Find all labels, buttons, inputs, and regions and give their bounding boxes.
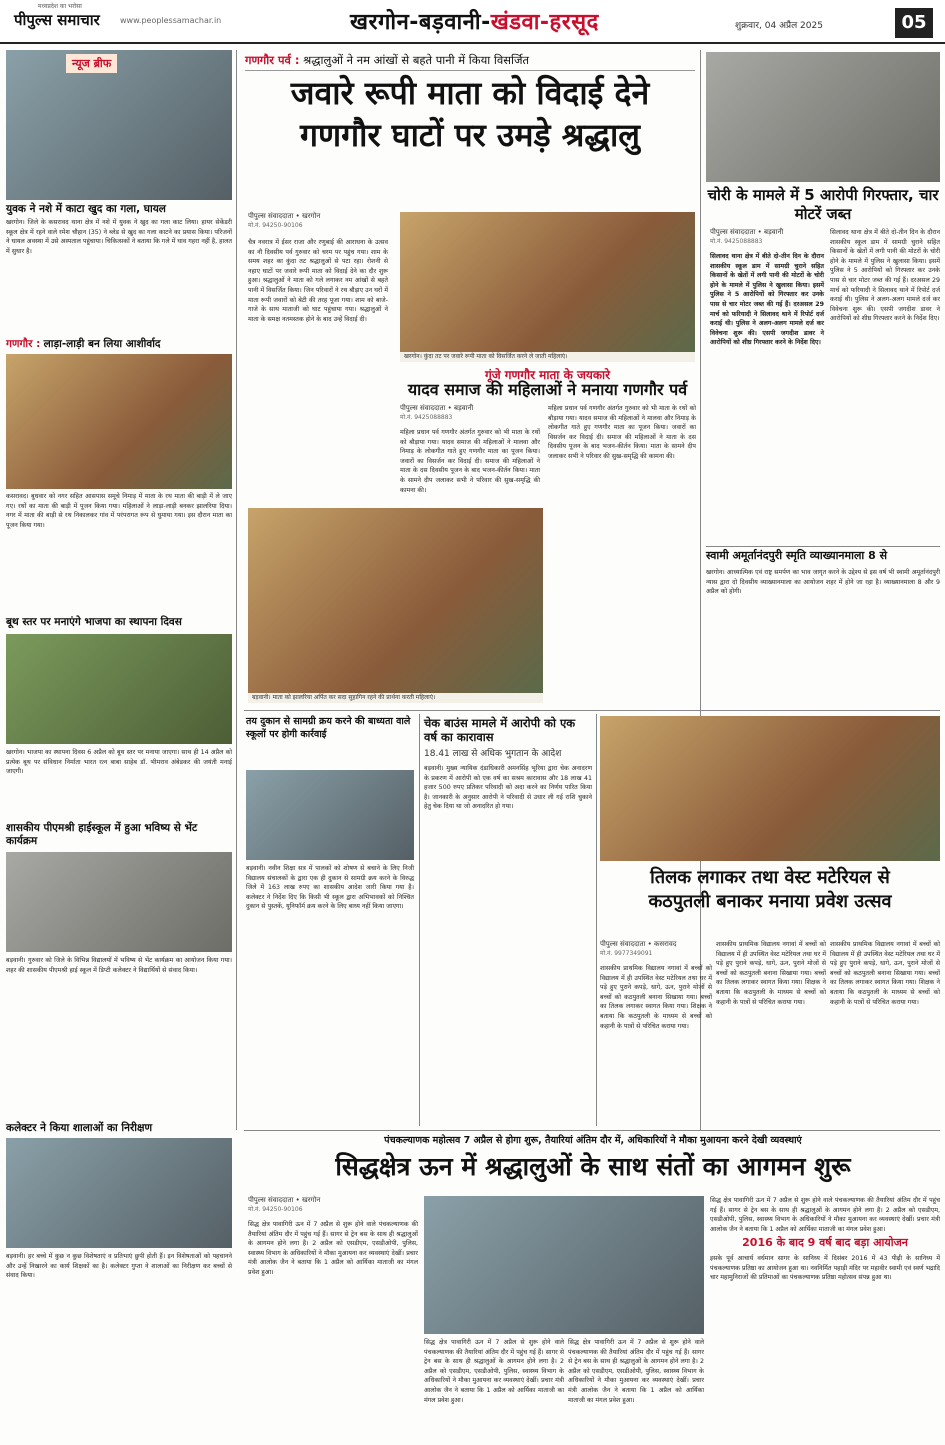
brief-headline-2[interactable] <box>6 338 232 351</box>
lead-byline-text: पीपुल्स संवाददाता • खरगोन <box>248 212 321 220</box>
lead-kicker: गणगौर पर्व : <box>245 53 300 67</box>
bottom-side-body: इसके पूर्व आचार्य वर्धमान सागर के सानिध्य में दिसंबर 2016 में 43 पीढ़ी के सानिध्य में पंचकल्याणक प्रतिष्ठा का आयोजन हुआ था। नवनिर्मित पहाड़ी मंदिर पर महावीर स्वामी एवं स्वर्ण भद्रादि चार महामुनिराजों की प्रतिमाओं का पंचकल्याणक प्रतिष्ठा महोत्सव संपन्न हुआ था। <box>710 1255 940 1282</box>
lecture-body: खरगोन। आध्यात्मिक एवं राष्ट्र समर्पण का भाव जागृत करने के उद्देश्य से इस वर्ष भी स्वामी अमूर्तानंदपुरी न्यास द्वारा दो दिवसीय व्याख्यानमाला का आयोजन शहर में होने जा रहा है। व्याख्यानमाला 8 और 9 अप्रैल को होगी। <box>706 569 940 596</box>
section-title <box>350 6 599 36</box>
tilak-byline-text: पीपुल्स संवाददाता • कसरावद <box>600 940 677 948</box>
bottom-body-col1: सिद्ध क्षेत्र पावागिरी ऊन में 7 अप्रैल से शुरू होने वाले पंचकल्याणक की तैयारियां अंतिम दौर में पहुंच गई हैं। सागर से ट्रेन बस के साथ ही श्रद्धालुओं के आगमन होने लगा है। 2 अप्रैल को एसडीएम, एसडीओपी, पुलिस, स्वास्थ्य विभाग के अधिकारियों ने मौका मुआयना कर व्यवस्थाएं देखीं। प्रचार मंत्री आलोक जैन ने बताया कि 1 अप्रैल को आर्यिका माताजी का मंगल प्रवेश हुआ। <box>248 1221 418 1276</box>
brief-headline-1[interactable]: युवक ने नशे में काटा खुद का गला, घायल <box>6 203 166 215</box>
theft-headline[interactable]: चोरी के मामले में 5 आरोपी गिरफ्तार, चार मोटरें जब्त <box>707 186 939 223</box>
tilak-body-col1: शासकीय प्राथमिक विद्यालय नगावां में बच्चों को विद्यालय में ही उपस्थित वेस्ट मटेरियल तथा घर में पड़े हुए पुराने कपड़े, धागे, ऊन, पुराने मोजों से बच्चों को कठपुतली बनाना सिखाया गया। बच्चों का तिलक लगाकर स्वागत किया गया। शिक्षक ने बताया कि कठपुतली के माध्यम से बच्चों को कहानी के पात्रों से परिचित कराया गया। <box>600 965 712 1030</box>
bottom-byline-text: पीपुल्स संवाददाता • खरगोन <box>248 1196 321 1204</box>
brief-headline-4[interactable]: शासकीय पीएमश्री हाईस्कूल में हुआ भविष्य से भेंट कार्यक्रम <box>6 822 198 847</box>
bottom-body-col4: सिद्ध क्षेत्र पावागिरी ऊन में 7 अप्रैल से शुरू होने वाले पंचकल्याणक की तैयारियां अंतिम दौर में पहुंच गई हैं। सागर से ट्रेन बस के साथ ही श्रद्धालुओं के आगमन होने लगा है। 2 अप्रैल को एसडीएम, एसडीओपी, पुलिस, स्वास्थ्य विभाग के अधिकारियों ने मौका मुआयना कर व्यवस्थाएं देखीं। प्रचार मंत्री आलोक जैन ने बताया कि 1 अप्रैल को आर्यिका माताजी का मंगल प्रवेश हुआ। <box>568 1339 704 1404</box>
cheque-body: बड़वानी। मुख्य न्यायिक दंडाधिकारी अमनसिंह भूरिया द्वारा चेक अनादरण के प्रकरण में आरोपी को एक वर्ष का सश्रम कारावास और 18 लाख 41 हजार 500 रुपए प्रतिकर परिवादी को अदा करने का निर्णय पारित किया है। जानकारी के अनुसार आरोपी ने परिवादी से उधार ली गई राशि चुकाने हेतु चेक दिया था जो अनादरित हो गया। <box>424 765 592 811</box>
bottom-body-col3: सिद्ध क्षेत्र पावागिरी ऊन में 7 अप्रैल से शुरू होने वाले पंचकल्याणक की तैयारियां अंतिम दौर में पहुंच गई हैं। सागर से ट्रेन बस के साथ ही श्रद्धालुओं के आगमन होने लगा है। 2 अप्रैल को एसडीएम, एसडीओपी, पुलिस, स्वास्थ्य विभाग के अधिकारियों ने मौका मुआयना कर व्यवस्थाएं देखीं। प्रचार मंत्री आलोक जैन ने बताया कि 1 अप्रैल को आर्यिका माताजी का मंगल प्रवेश हुआ। <box>424 1339 564 1404</box>
gangaur-couple-photo <box>6 354 232 489</box>
logo-tagline: मध्यप्रदेश का भरोसा <box>38 3 82 10</box>
gangaur-procession-photo <box>400 212 695 352</box>
theft-body-col2: सिलावद थाना क्षेत्र में बीते दो-तीन दिन के दौरान शासकीय स्कूल डाम में सामग्री चुराने सहित किसानों के खेतों में लगी पानी की मोटरों के चोरी होने के मामले में पुलिस ने खुलासा किया। इसमें पुलिस ने 5 आरोपियों को गिरफ्तार कर उनके पास से चार मोटर जब्त की गई हैं। दरअसल 29 मार्च को फरियादी ने सिलावद थाने में रिपोर्ट दर्ज कराई थी। पुलिस ने अलग-अलग मामले दर्ज कर विवेचना शुरू की। एसपी जगदीश डावर ने आरोपियों को शीघ्र गिरफ्तार करने के निर्देश दिए। <box>830 229 940 323</box>
tilak-body-col2: शासकीय प्राथमिक विद्यालय नगावां में बच्चों को विद्यालय में ही उपस्थित वेस्ट मटेरियल तथा घर में पड़े हुए पुराने कपड़े, धागे, ऊन, पुराने मोजों से बच्चों को कठपुतली बनाना सिखाया गया। बच्चों का तिलक लगाकर स्वागत किया गया। शिक्षक ने बताया कि कठपुतली के माध्यम से बच्चों को कहानी के पात्रों से परिचित कराया गया। <box>716 941 826 1006</box>
bottom-deck: पंचकल्याणक महोत्सव 7 अप्रैल से होगा शुरू, तैयारियां अंतिम दौर में, अधिकारियों ने मौका मुआयना करने देखी व्यवस्थाएं <box>384 1135 802 1146</box>
yadav-photo-caption: बड़वानी। माता को झालरिया अर्पित कर सदा सुहागिन रहने की प्रार्थना करती महिलाएं। <box>248 693 543 703</box>
lecture-headline[interactable]: स्वामी अमूर्तानंदपुरी स्मृति व्याख्यानमाला 8 से <box>706 546 940 563</box>
lead-headline-1[interactable]: जवारे रूपी माता को विदाई देने <box>290 74 650 112</box>
section-title-red: खंडवा-हरसूद <box>490 10 599 35</box>
row-divider <box>244 710 940 711</box>
yadav-byline <box>400 404 540 421</box>
website-url[interactable]: www.peoplessamachar.in <box>120 16 222 25</box>
bottom-headline[interactable]: सिद्धक्षेत्र ऊन में श्रद्धालुओं के साथ संतों का आगमन शुरू <box>335 1152 851 1181</box>
tilak-headline-2[interactable]: कठपुतली बनाकर मनाया प्रवेश उत्सव <box>648 891 892 912</box>
row-divider <box>244 1130 940 1131</box>
brief-body-3: खरगोन। भाजपा का स्थापना दिवस 6 अप्रैल को बूथ स्तर पर मनाया जाएगा। साथ ही 14 अप्रैल को प्रत्येक बूथ पर संविधान निर्माता भारत रत्न बाबा साहेब डॉ. भीमराव अंबेडकर की जयंती मनाई जाएगी। <box>6 749 232 776</box>
bottom-body-col5: सिद्ध क्षेत्र पावागिरी ऊन में 7 अप्रैल से शुरू होने वाले पंचकल्याणक की तैयारियां अंतिम दौर में पहुंच गई हैं। सागर से ट्रेन बस के साथ ही श्रद्धालुओं के आगमन होने लगा है। 2 अप्रैल को एसडीएम, एसडीओपी, पुलिस, स्वास्थ्य विभाग के अधिकारियों ने मौका मुआयना कर व्यवस्थाएं देखीं। प्रचार मंत्री आलोक जैन ने बताया कि 1 अप्रैल को आर्यिका माताजी का मंगल प्रवेश हुआ। <box>710 1197 940 1233</box>
yadav-byline-text: पीपुल्स संवाददाता • बड़वानी <box>400 404 474 412</box>
lead-headline-2[interactable]: गणगौर घाटों पर उमड़े श्रद्धालु <box>300 116 640 154</box>
column-divider <box>596 714 597 1126</box>
shop-body: बड़वानी। नवीन शिक्षा सत्र में पालकों को शोषण से बचाने के लिए निजी विद्यालय संचालकों के द्वारा एक ही दुकान से सामग्री क्रय करने के विरुद्ध जिले में 163 लाख रुपए का शासकीय आदेश जारी किया गया है। कलेक्टर ने निर्देश दिए कि किसी भी स्कूल द्वारा अभिभावकों को निश्चित दुकान से पुस्तकें, यूनिफॉर्म क्रय करने के लिए बाध्य नहीं किया जाएगा। <box>246 865 414 911</box>
brief-headline-3[interactable]: बूथ स्तर पर मनाएंगे भाजपा का स्थापना दिवस <box>6 616 182 628</box>
brief-body-2: कसरावद। बुधवार को नगर सहित आसपास समूचे निमाड़ में माता के रथ माता की बाड़ी में ले जाए गए। रथों का माता की बाड़ी में पूजन किया गया। महिलाओं ने लाड़ा-लाड़ी बनकर झालरिया दिया। नगर में माता की बाड़ी से रथ निकालकर गांव में परंपरागत रूप से घुमाया गया। इस दौरान माता का पूजन किया गया। <box>6 493 232 529</box>
bjp-meeting-photo <box>6 634 232 744</box>
shop-headline[interactable]: तय दुकान से सामग्री क्रय करने की बाध्यता वाले स्कूलों पर होगी कार्रवाई <box>246 716 411 740</box>
newspaper-logo[interactable] <box>14 3 100 30</box>
brief-photo <box>6 50 232 200</box>
masthead <box>0 0 945 44</box>
lead-deck <box>245 52 695 71</box>
theft-byline-text: पीपुल्स संवाददाता • बड़वानी <box>710 228 784 236</box>
brief-body-1: खरगोन। जिले के कसरावद थाना क्षेत्र में नशे में युवक ने खुद का गला काट लिया। हायर सेकेंडरी स्कूल क्षेत्र में रहने वाले रमेश चौहान (35) ने ब्लेड से खुद का गला काटने का प्रयास किया। परिजनों ने घायल अवस्था में उसे अस्पताल पहुंचाया। चिकित्सकों ने बताया कि गले में घाव गहरा नहीं है, हालत में सुधार है। <box>6 219 232 255</box>
brief-kicker-2: गणगौर : <box>6 338 41 350</box>
left-column <box>6 50 232 1440</box>
section-title-black: खरगोन-बड़वानी- <box>350 10 491 35</box>
theft-body-col1: सिलावद थाना क्षेत्र में बीते दो-तीन दिन के दौरान शासकीय स्कूल डाम में सामग्री चुराने सहित किसानों के खेतों में लगी पानी की मोटरों के चोरी होने के मामले में पुलिस ने खुलासा किया। इसमें पुलिस ने 5 आरोपियों को गिरफ्तार कर उनके पास से चार मोटर जब्त की गई हैं। दरअसल 29 मार्च को फरियादी ने सिलावद थाने में रिपोर्ट दर्ज कराई थी। पुलिस ने अलग-अलग मामले दर्ज कर विवेचना शुरू की। एसपी जगदीश डावर ने आरोपियों को शीघ्र गिरफ्तार करने के निर्देश दिए। <box>710 253 824 347</box>
issue-date: शुक्रवार, 04 अप्रैल 2025 <box>735 21 823 31</box>
column-divider <box>419 714 420 1126</box>
yadav-mobile: मो.नं. 9425088883 <box>400 414 453 421</box>
bottom-byline <box>248 1196 418 1213</box>
lead-photo-caption: खरगोन। कुंदा तट पर जवारे रूपी माता को विसर्जित करने ले जाती महिलाएं। <box>400 352 695 362</box>
collector-meeting-photo <box>246 770 414 860</box>
bottom-mobile: मो.नं. 94250-90106 <box>248 1206 303 1213</box>
page-number: 05 <box>895 8 933 38</box>
cheque-deck: 18.41 लाख से अधिक भुगतान के आदेश <box>424 749 562 759</box>
tilak-mobile: मो.नं. 9977349091 <box>600 950 653 957</box>
puppet-making-photo <box>600 716 940 861</box>
theft-mobile: मो.नं. 9425088883 <box>710 238 763 245</box>
officials-inspection-photo <box>424 1196 704 1334</box>
brief-headline-2-text: लाड़ा-लाड़ी बन लिया आशीर्वाद <box>43 338 161 350</box>
theft-byline <box>710 228 824 245</box>
injured-youth-photo <box>6 50 232 200</box>
school-event-photo <box>6 852 232 952</box>
tilak-byline <box>600 940 712 957</box>
yadav-kicker: गूंजे गणगौर माता के जयकारे <box>484 368 611 382</box>
yadav-headline[interactable]: यादव समाज की महिलाओं ने मनाया गणगौर पर्व <box>407 380 688 399</box>
tilak-headline-1[interactable]: तिलक लगाकर तथा वेस्ट मटेरियल से <box>650 867 890 888</box>
brief-headline-5[interactable]: कलेक्टर ने किया शालाओं का निरीक्षण <box>6 1122 153 1134</box>
cheque-headline[interactable]: चेक बाउंस मामले में आरोपी को एक वर्ष का कारावास <box>424 716 576 744</box>
logo-text: पीपुल्स समाचार <box>14 11 100 29</box>
collector-inspection-photo <box>6 1138 232 1248</box>
lead-mobile: मो.नं. 94250-90106 <box>248 222 303 229</box>
yadav-body-col1: महिला प्रधान पर्व गणगौर अंतर्गत गुरुवार को भी माता के रथों को बौड़ाया गया। यादव समाज की महिलाओं ने मालवा और निमाड़ के लोकगीत गाते हुए गणगौर माता का पूजन किया। जवारों का विसर्जन कर विदाई दी। समाज की महिलाओं ने माता के दस दिवसीय पूजन के बाद भजन-कीर्तन किया। माता के सामने दीप जलाकर सभी ने परिवार की सुख-समृद्धि की कामना की। <box>400 429 540 494</box>
lead-deck-text: श्रद्धालुओं ने नम आंखों से बहते पानी में किया विसर्जित <box>303 53 530 67</box>
column-divider <box>236 50 237 1130</box>
lead-byline <box>248 212 388 229</box>
brief-body-5: बड़वानी। हर बच्चे में कुछ न कुछ विशेषताएं व प्रतिभाएं छुपी होती हैं। इन विशेषताओं को पहचानने और उन्हें निखारने का कार्य शिक्षकों का है। कलेक्टर गुप्ता ने शालाओं का निरीक्षण कर बच्चों से संवाद किया। <box>6 1253 232 1280</box>
news-brief-label: न्यूज ब्रीफ <box>66 54 117 73</box>
tilak-body-col3: शासकीय प्राथमिक विद्यालय नगावां में बच्चों को विद्यालय में ही उपस्थित वेस्ट मटेरियल तथा घर में पड़े हुए पुराने कपड़े, धागे, ऊन, पुराने मोजों से बच्चों को कठपुतली बनाना सिखाया गया। बच्चों का तिलक लगाकर स्वागत किया गया। शिक्षक ने बताया कि कठपुतली के माध्यम से बच्चों को कहानी के पात्रों से परिचित कराया गया। <box>830 941 940 1006</box>
yadav-body-col2: महिला प्रधान पर्व गणगौर अंतर्गत गुरुवार को भी माता के रथों को बौड़ाया गया। यादव समाज की महिलाओं ने मालवा और निमाड़ के लोकगीत गाते हुए गणगौर माता का पूजन किया। जवारों का विसर्जन कर विदाई दी। समाज की महिलाओं ने माता के दस दिवसीय पूजन के बाद भजन-कीर्तन किया। माता के सामने दीप जलाकर सभी ने परिवार की सुख-समृद्धि की कामना की। <box>548 405 696 460</box>
yadav-women-puja-photo <box>248 508 543 693</box>
seized-motors-photo <box>706 52 940 182</box>
brief-body-4: बड़वानी। गुरुवार को जिले के विभिन्न विद्यालयों में भविष्य से भेंट कार्यक्रम का आयोजन किया गया। शहर की शासकीय पीएमश्री हाई स्कूल में डिप्टी कलेक्टर ने विद्यार्थियों से संवाद किया। <box>6 957 232 974</box>
bottom-side-headline[interactable]: 2016 के बाद 9 वर्ष बाद बड़ा आयोजन <box>742 1236 908 1249</box>
lead-body-col1: चैत्र नवरात्र में ईसर राजा और रणुबाई की आराधना के उत्सव का नौ दिवसीय पर्व गुरुवार को चरम पर पहुंच गया। शाम के समय शहर का कुंदा तट श्रद्धालुओं से पटा रहा। रोशनी से नहाए घाटों पर जवारे रूपी माता को विदाई देने का दौर शुरू हुआ। श्रद्धालुओं ने माता को गले लगाकर नम आंखों से बहते पानी में विसर्जित किया। जिन परिवारों ने रथ बौड़ाए उन घरों में माता रूपी जवारों को बेटी की तरह पूजा गया। शाम को बाजे-गाजे के साथ माताजी को घाट पहुंचाया गया। श्रद्धालुओं ने माता के समक्ष नतमस्तक होने के बाद उन्हें विदाई दी। <box>248 239 388 323</box>
